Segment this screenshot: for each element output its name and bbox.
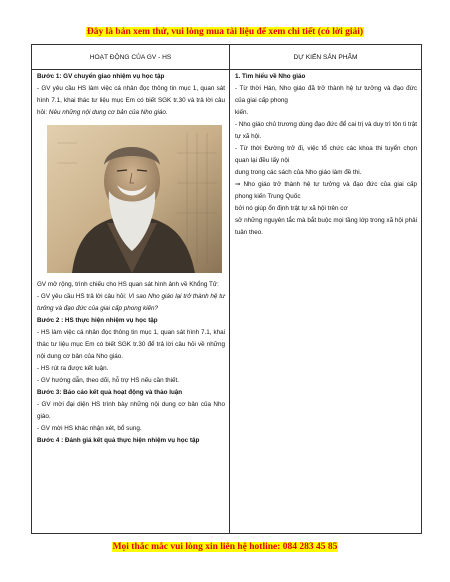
product-line: - Nho giáo chủ trương dùng đạo đức để cai trị và duy trì tôn ti trật tự xã hội. [235, 121, 417, 140]
task-paragraph-6: - GV hướng dẫn, theo dõi, hỗ trợ HS nếu cần thiết. [37, 377, 179, 384]
preview-banner [0, 27, 450, 37]
product-line: ⇒ Nho giáo trở thành hệ tư tưởng và đạo đức của giai cấp phong kiến Trung Quốc [235, 181, 417, 200]
task-paragraph-2: GV mở rộng, trình chiếu cho HS quan sát hình ảnh về Khổng Tử: [37, 281, 219, 288]
product-line: sở những nguyên tắc mà bắt buộc mọi tầng lớp trong xã hội phải tuân theo. [235, 217, 417, 236]
task-question: Nêu những nội dung cơ bản của Nho giáo. [48, 109, 168, 116]
task-paragraph-8: - GV mời HS khác nhận xét, bổ sung. [37, 425, 142, 432]
task-paragraph-4: - HS làm việc cá nhân đọc thông tin mục 1, quan sát hình 7.1, khai thác tư liệu mục Em có biết SGK tr.30 để trả lời câu hỏi về những nội dung cơ bản của Nho giáo. [37, 329, 225, 360]
product-line: - Từ thời Đường trở đi, việc tổ chức các khoa thi tuyển chọn quan lại đều lấy nội [235, 145, 417, 164]
lesson-table [31, 44, 422, 534]
step1-title: Bước 1: GV chuyển giao nhiệm vụ học tập [37, 73, 165, 80]
step3-title: Bước 3: Báo cáo kết quả hoạt động và thảo luận [37, 389, 183, 396]
task-paragraph-1 [37, 83, 225, 119]
product-line: kiến. [235, 109, 249, 116]
task-paragraph-3 [37, 291, 225, 315]
product-line: - Từ thời Hán, Nho giáo đã trở thành hệ tư tưởng và đạo đức của giai cấp phong [235, 85, 417, 104]
task-text: - GV yêu cầu HS trả lời câu hỏi: [37, 293, 129, 300]
product-line: dung trong các sách của Nho giáo làm đề thi. [235, 169, 362, 176]
task-paragraph-7: - GV mời đại diện HS trình bày những nội dung cơ bản của Nho giáo. [37, 401, 225, 420]
step2-title: Bước 2 : HS thực hiện nhiệm vụ học tập [37, 317, 158, 324]
activities-cell [32, 70, 230, 534]
step4-title: Bước 4 : Đánh giá kết quả thực hiện nhiệm vụ học tập [37, 437, 200, 444]
preview-banner-text: Đây là bản xem thử, vui lòng mua tài liệu để xem chi tiết (có lời giải) [86, 27, 364, 37]
column-header-expected-products: DỰ KIẾN SẢN PHẨM [230, 45, 422, 70]
task-paragraph-5: - HS rút ra được kết luận. [37, 365, 109, 372]
contact-banner-text: Mọi thắc mắc vui lòng xin liên hệ hotline: 084 283 45 85 [112, 542, 338, 552]
section-title: 1. Tìm hiểu về Nho giáo [235, 73, 306, 80]
column-header-activities: HOẠT ĐỘNG CỦA GV - HS [32, 45, 230, 70]
contact-banner [0, 542, 450, 552]
task-text: - GV yêu cầu HS làm việc cá nhân đọc thông tin mục 1, quan sát hình 7.1, khai thác tư liệu mục Em có biết SGK tr.30 và trả lời câu hỏi: [37, 85, 225, 116]
table-header-row [32, 45, 422, 70]
task-question: Vì sao Nho giáo lại trở thành hệ tư tưởng và đạo đức của giai cấp phong kiến? [37, 293, 225, 312]
table-body-row [32, 70, 422, 534]
confucius-image [37, 123, 225, 273]
product-line: bởi nó giúp ổn định trật tự xã hội trên cơ [235, 205, 348, 212]
products-cell [230, 70, 422, 534]
